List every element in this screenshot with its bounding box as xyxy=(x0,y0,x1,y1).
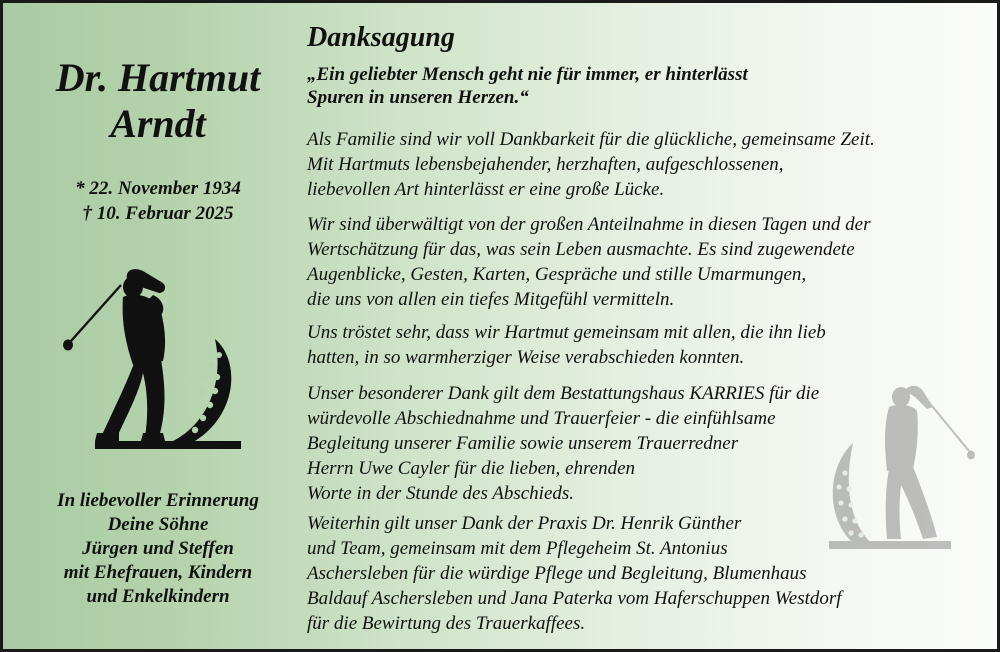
memorial-line: Deine Söhne xyxy=(107,514,209,535)
paragraph-funeral-home xyxy=(307,381,819,506)
paragraph-line: Worte in der Stunde des Abschieds. xyxy=(307,483,575,504)
paragraph-line: Mit Hartmuts lebensbejahender, herzhaften, aufgeschlossenen, xyxy=(307,154,784,175)
page-title: Danksagung xyxy=(307,22,455,53)
golfer-watermark-icon xyxy=(823,381,977,553)
quote-line: „Ein geliebter Mensch geht nie für immer, er hinterlässt xyxy=(307,64,748,85)
paragraph-gratitude xyxy=(307,127,875,202)
paragraph-line: für die Bewirtung des Trauerkaffees. xyxy=(307,613,586,634)
paragraph-line: würdevolle Abschiednahme und Trauerfeier - die einfühlsame xyxy=(307,408,776,429)
death-date: † 10. Februar 2025 xyxy=(82,203,234,224)
paragraph-line: Wertschätzung für das, was sein Leben ausmachte. Es sind zugewendete xyxy=(307,239,855,260)
paragraph-line: die uns von allen ein tiefes Mitgefühl vermitteln. xyxy=(307,289,675,310)
paragraph-line: Weiterhin gilt unser Dank der Praxis Dr. Henrik Günther xyxy=(307,513,742,534)
memorial-line: Jürgen und Steffen xyxy=(82,538,234,559)
deceased-name-line2: Arndt xyxy=(110,101,206,146)
paragraph-line: Aschersleben für die würdige Pflege und Begleitung, Blumenhaus xyxy=(307,563,807,584)
golfer-silhouette-icon xyxy=(55,265,241,449)
paragraph-farewell xyxy=(307,320,826,370)
paragraph-line: Wir sind überwältigt von der großen Anteilnahme in diesen Tagen und der xyxy=(307,214,871,235)
deceased-name-line1: Dr. Hartmut xyxy=(55,55,261,100)
paragraph-line: Uns tröstet sehr, dass wir Hartmut gemeinsam mit allen, die ihn lieb xyxy=(307,322,826,343)
paragraph-line: Als Familie sind wir voll Dankbarkeit für die glückliche, gemeinsame Zeit. xyxy=(307,129,875,150)
left-column xyxy=(3,3,313,649)
paragraph-line: Augenblicke, Gesten, Karten, Gespräche und stille Umarmungen, xyxy=(307,264,807,285)
paragraph-care-thanks xyxy=(307,511,842,636)
memorial-line: und Enkelkindern xyxy=(86,586,230,607)
paragraph-line: hatten, in so warmherziger Weise verabschieden konnten. xyxy=(307,347,745,368)
paragraph-line: und Team, gemeinsam mit dem Pflegeheim St. Antonius xyxy=(307,538,728,559)
paragraph-line: Begleitung unserer Familie sowie unserem Trauerredner xyxy=(307,433,739,454)
paragraph-sympathy xyxy=(307,212,870,312)
paragraph-line: Baldauf Aschersleben und Jana Paterka vom Haferschuppen Westdorf xyxy=(307,588,842,609)
memorial-line: mit Ehefrauen, Kindern xyxy=(63,562,253,583)
quote xyxy=(307,63,748,109)
memorial-line: In liebevoller Erinnerung xyxy=(57,490,259,511)
paragraph-line: Unser besonderer Dank gilt dem Bestattungshaus KARRIES für die xyxy=(307,383,820,404)
paragraph-line: Herrn Uwe Cayler für die lieben, ehrenden xyxy=(307,458,636,479)
paragraph-line: liebevollen Art hinterlässt er eine große Lücke. xyxy=(307,179,665,200)
birth-date: * 22. November 1934 xyxy=(75,178,241,199)
quote-line: Spuren in unseren Herzen.“ xyxy=(307,87,529,108)
